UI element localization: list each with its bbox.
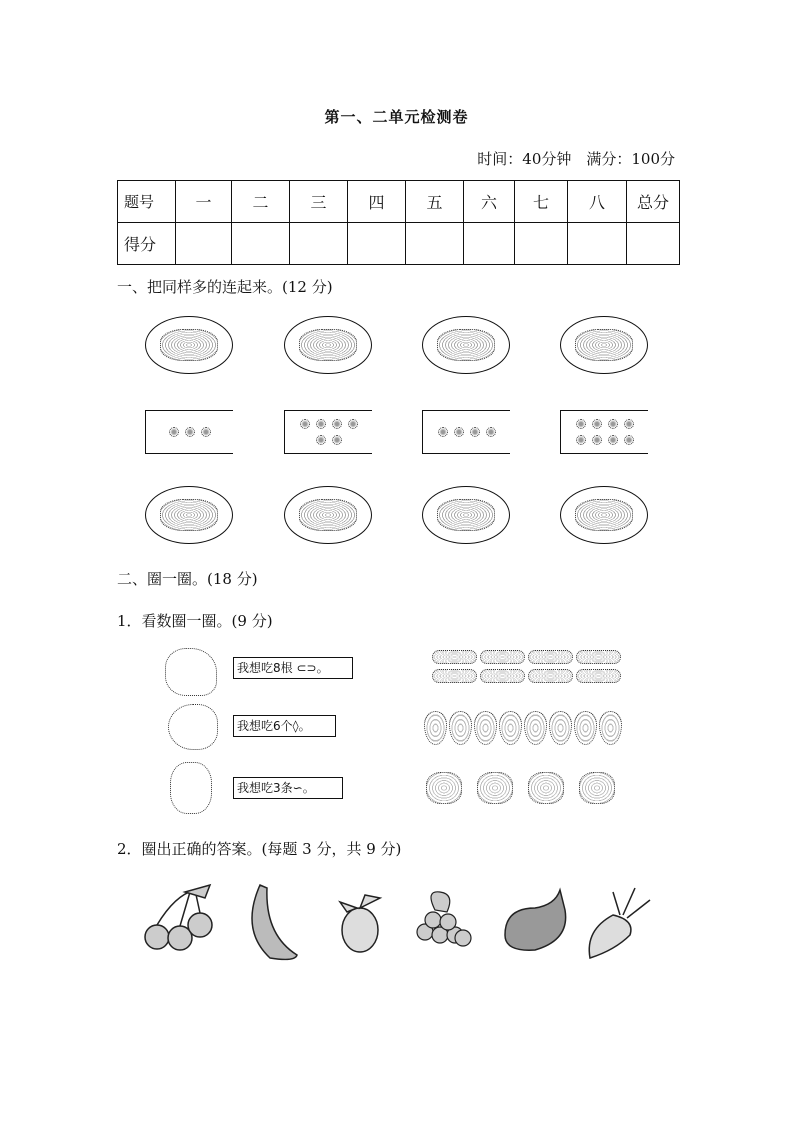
dot (486, 427, 496, 437)
bone-icon[interactable] (576, 669, 621, 683)
score-cell[interactable] (627, 223, 680, 265)
header-cell: 六 (464, 181, 515, 223)
acorn-icon[interactable] (599, 711, 622, 745)
speech-bubble: 我想吃3条∽。 (233, 777, 343, 799)
score-table (117, 180, 680, 265)
dot (169, 427, 179, 437)
bone-icon[interactable] (528, 650, 573, 664)
acorn-icon[interactable] (474, 711, 497, 745)
bone-icon[interactable] (576, 650, 621, 664)
acorn-icon[interactable] (449, 711, 472, 745)
speech-bubble: 我想吃8根 ⊂⊃。 (233, 657, 353, 679)
header-cell: 二 (232, 181, 290, 223)
dot (316, 419, 326, 429)
dot (201, 427, 211, 437)
acorn-icon[interactable] (549, 711, 572, 745)
animal-squirrel (168, 704, 218, 750)
food-plate-top[interactable] (145, 316, 233, 374)
food-pile-icon (299, 499, 357, 531)
radish-icon (589, 888, 650, 958)
page-title: 第一、二单元检测卷 (324, 108, 469, 126)
food-pile-icon (575, 329, 633, 361)
food-pile-icon (437, 329, 495, 361)
food-pile-icon (160, 499, 218, 531)
cherries-icon (145, 885, 212, 950)
dot (576, 435, 586, 445)
bone-icon[interactable] (432, 669, 477, 683)
food-plate-top[interactable] (422, 316, 510, 374)
worm-icon[interactable] (426, 772, 462, 804)
score-cell[interactable] (568, 223, 627, 265)
dot (332, 419, 342, 429)
header-cell: 四 (348, 181, 406, 223)
header-cell: 题号 (118, 181, 176, 223)
section1-heading: 一、把同样多的连起来。(12 分) (117, 278, 333, 296)
bubble-text: 我想吃6个 (237, 719, 293, 733)
food-plate-top[interactable] (284, 316, 372, 374)
score-cell[interactable] (290, 223, 348, 265)
food-plate-bottom[interactable] (284, 486, 372, 544)
bubble-text: 我想吃8根 (237, 661, 293, 675)
banana-icon (252, 885, 297, 959)
header-cell: 总分 (627, 181, 680, 223)
worm-icon[interactable] (477, 772, 513, 804)
section2-heading: 二、圈一圈。(18 分) (117, 570, 258, 588)
exam-meta: 时间：40分钟 满分：100分 (477, 150, 675, 168)
worm-icon[interactable] (579, 772, 615, 804)
eggplant-icon (505, 890, 566, 950)
bone-icon[interactable] (528, 669, 573, 683)
dot (592, 419, 602, 429)
header-cell: 一 (176, 181, 232, 223)
score-cell[interactable] (348, 223, 406, 265)
grapes-icon (417, 892, 471, 946)
worm-icon[interactable] (528, 772, 564, 804)
fruits-vegetables-row (135, 880, 665, 965)
food-plate-bottom[interactable] (145, 486, 233, 544)
food-pile-icon (437, 499, 495, 531)
dot-card[interactable] (560, 410, 648, 454)
speech-bubble: 我想吃6个◊。 (233, 715, 336, 737)
score-cell[interactable] (232, 223, 290, 265)
dot (592, 435, 602, 445)
header-cell: 八 (568, 181, 627, 223)
dot (438, 427, 448, 437)
dot-card[interactable] (422, 410, 510, 454)
animal-dog (165, 648, 217, 696)
dot (470, 427, 480, 437)
food-pile-icon (575, 499, 633, 531)
animal-chick (170, 762, 212, 814)
bone-icon[interactable] (480, 650, 525, 664)
dot (608, 435, 618, 445)
acorn-icon[interactable] (524, 711, 547, 745)
food-pile-icon (160, 329, 218, 361)
score-cell[interactable] (406, 223, 464, 265)
score-cell[interactable] (176, 223, 232, 265)
dot (454, 427, 464, 437)
dot (608, 419, 618, 429)
score-cell[interactable] (515, 223, 568, 265)
dot (185, 427, 195, 437)
food-plate-bottom[interactable] (422, 486, 510, 544)
score-cell[interactable] (464, 223, 515, 265)
dot (348, 419, 358, 429)
food-pile-icon (299, 329, 357, 361)
row-label: 得分 (118, 223, 176, 265)
dot (316, 435, 326, 445)
dot (624, 435, 634, 445)
dot (300, 419, 310, 429)
acorn-icon[interactable] (499, 711, 522, 745)
bubble-text: 我想吃3条 (237, 781, 293, 795)
food-plate-bottom[interactable] (560, 486, 648, 544)
header-cell: 七 (515, 181, 568, 223)
dot-card[interactable] (284, 410, 372, 454)
q1-heading: 1．看数圈一圈。(9 分) (117, 612, 273, 630)
q2-heading: 2．圈出正确的答案。(每题 3 分，共 9 分) (117, 840, 402, 858)
acorn-icon[interactable] (574, 711, 597, 745)
bone-icon[interactable] (432, 650, 477, 664)
orange-icon (340, 895, 380, 952)
bone-icon[interactable] (480, 669, 525, 683)
header-cell: 五 (406, 181, 464, 223)
acorn-icon[interactable] (424, 711, 447, 745)
dot (576, 419, 586, 429)
header-cell: 三 (290, 181, 348, 223)
dot-card[interactable] (145, 410, 233, 454)
food-plate-top[interactable] (560, 316, 648, 374)
dot (332, 435, 342, 445)
dot (624, 419, 634, 429)
